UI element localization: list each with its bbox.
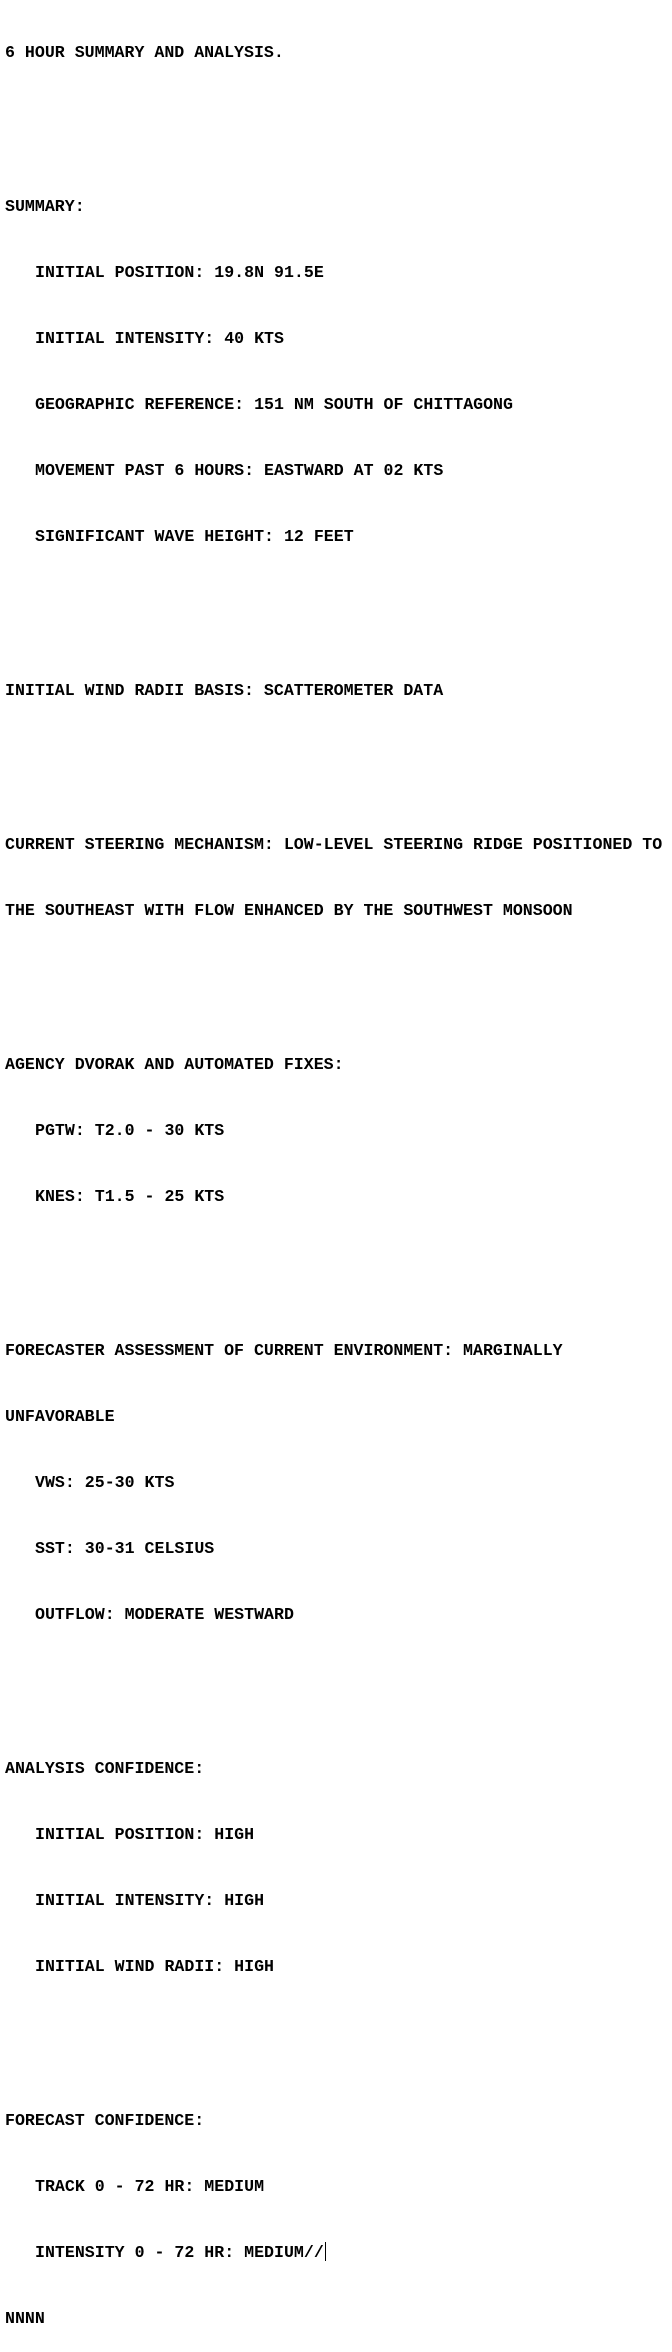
analysis-confidence-position: INITIAL POSITION: HIGH [35, 1825, 255, 1844]
environment-vws: VWS: 25-30 KTS [35, 1473, 175, 1492]
movement: MOVEMENT PAST 6 HOURS: EASTWARD AT 02 KTS [35, 461, 444, 480]
text-cursor [325, 2242, 326, 2261]
blank-line [5, 1252, 670, 1274]
environment-line-2: UNFAVORABLE [5, 1407, 115, 1426]
analysis-confidence-wind-radii: INITIAL WIND RADII: HIGH [35, 1957, 274, 1976]
summary-heading: SUMMARY: [5, 197, 85, 216]
wave-height: SIGNIFICANT WAVE HEIGHT: 12 FEET [35, 527, 354, 546]
blank-line [5, 966, 670, 988]
dvorak-pgtw: PGTW: T2.0 - 30 KTS [35, 1121, 225, 1140]
initial-position: INITIAL POSITION: 19.8N 91.5E [35, 263, 324, 282]
environment-line-1: FORECASTER ASSESSMENT OF CURRENT ENVIRONMENT: MARGINALLY [5, 1341, 563, 1360]
forecast-confidence-track: TRACK 0 - 72 HR: MEDIUM [35, 2177, 265, 2196]
geographic-reference: GEOGRAPHIC REFERENCE: 151 NM SOUTH OF CHITTAGONG [35, 395, 513, 414]
steering-line-2: THE SOUTHEAST WITH FLOW ENHANCED BY THE SOUTHWEST MONSOON [5, 901, 573, 920]
blank-line [5, 2022, 670, 2044]
forecast-confidence-intensity-row [5, 2242, 670, 2264]
blank-line [5, 746, 670, 768]
dvorak-heading: AGENCY DVORAK AND AUTOMATED FIXES: [5, 1055, 344, 1074]
blank-line [5, 592, 670, 614]
analysis-confidence-intensity: INITIAL INTENSITY: HIGH [35, 1891, 265, 1910]
bulletin-title: 6 HOUR SUMMARY AND ANALYSIS. [5, 43, 284, 62]
wind-radii-basis: INITIAL WIND RADII BASIS: SCATTEROMETER DATA [5, 681, 444, 700]
bulletin-text[interactable] [5, 0, 670, 2352]
environment-outflow: OUTFLOW: MODERATE WESTWARD [35, 1605, 294, 1624]
environment-sst: SST: 30-31 CELSIUS [35, 1539, 215, 1558]
forecast-confidence-heading: FORECAST CONFIDENCE: [5, 2111, 205, 2130]
end-marker: NNNN [5, 2309, 45, 2328]
analysis-confidence-heading: ANALYSIS CONFIDENCE: [5, 1759, 205, 1778]
blank-line [5, 108, 670, 130]
initial-intensity: INITIAL INTENSITY: 40 KTS [35, 329, 284, 348]
steering-line-1: CURRENT STEERING MECHANISM: LOW-LEVEL STEERING RIDGE POSITIONED TO [5, 835, 663, 854]
forecast-confidence-intensity: INTENSITY 0 - 72 HR: MEDIUM// [35, 2243, 324, 2262]
dvorak-knes: KNES: T1.5 - 25 KTS [35, 1187, 225, 1206]
blank-line [5, 1670, 670, 1692]
